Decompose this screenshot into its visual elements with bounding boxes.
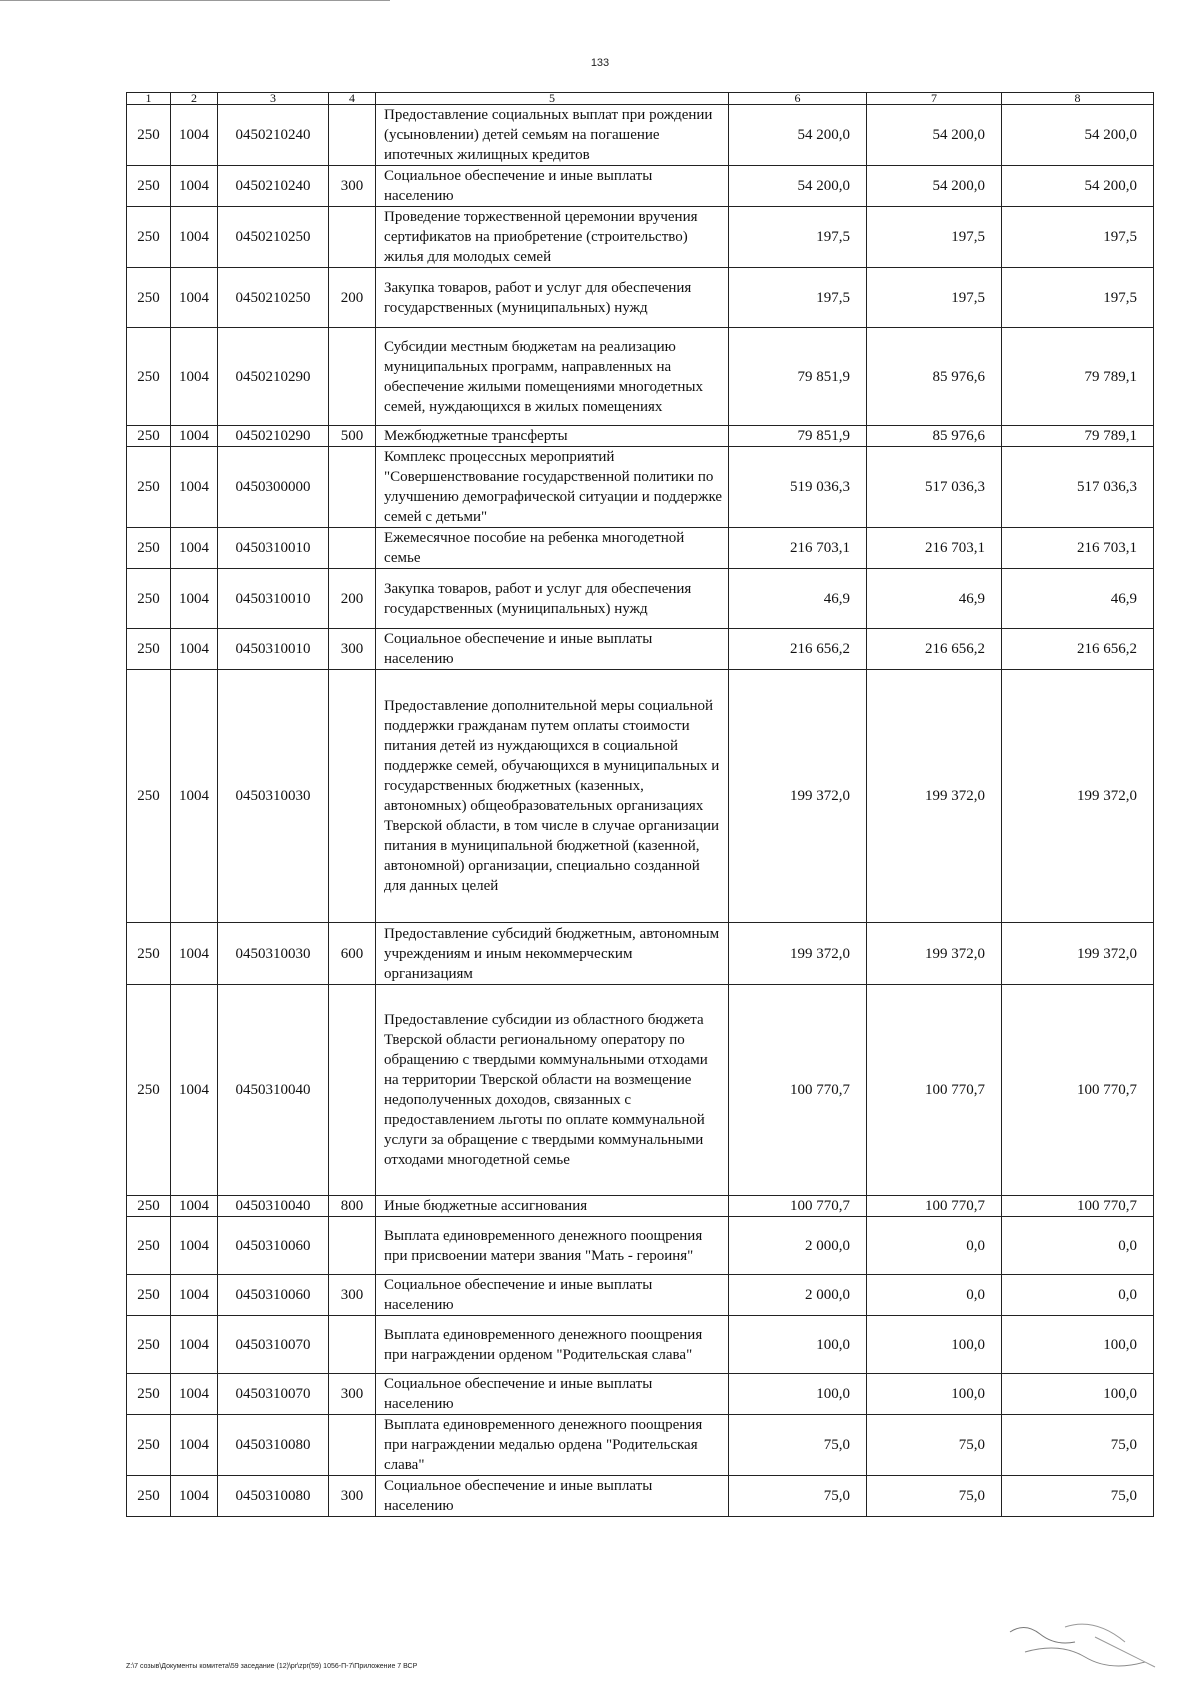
cell-amount-6: 2 000,0: [729, 1217, 867, 1275]
cell-amount-7: 100 770,7: [867, 1196, 1002, 1217]
cell-expense-type: 300: [329, 166, 376, 207]
cell-amount-6: 100,0: [729, 1374, 867, 1415]
table-row: [127, 426, 1154, 447]
cell-section: 1004: [171, 105, 218, 166]
cell-description: Проведение торжественной церемонии вручения сертификатов на приобретение (строительство) жилья для молодых семей: [376, 207, 729, 268]
cell-target-article: 0450310070: [218, 1374, 329, 1415]
cell-amount-7: 517 036,3: [867, 447, 1002, 528]
cell-target-article: 0450300000: [218, 447, 329, 528]
cell-amount-6: 197,5: [729, 268, 867, 328]
cell-description: Предоставление субсидии из областного бюджета Тверской области региональному оператору по обращению с твердыми коммунальными отходами на территории Тверской области на возмещение недополученных доходов, связанных с предоставлением льготы по оплате коммунальной услуги за обращение с твердыми коммунальными отходами многодетной семье: [376, 985, 729, 1196]
cell-col1: 250: [127, 1275, 171, 1316]
cell-col1: 250: [127, 328, 171, 426]
cell-amount-8: 100 770,7: [1002, 985, 1154, 1196]
cell-section: 1004: [171, 670, 218, 923]
cell-amount-6: 79 851,9: [729, 328, 867, 426]
cell-amount-6: 100,0: [729, 1316, 867, 1374]
cell-section: 1004: [171, 1476, 218, 1517]
table-row: [127, 1415, 1154, 1476]
cell-expense-type: [329, 1217, 376, 1275]
table-row: [127, 1476, 1154, 1517]
header-cell: 4: [329, 93, 376, 105]
cell-amount-7: 100,0: [867, 1316, 1002, 1374]
cell-description: Предоставление субсидий бюджетным, автономным учреждениям и иным некоммерческим организациям: [376, 923, 729, 985]
table-row: [127, 328, 1154, 426]
cell-description: Субсидии местным бюджетам на реализацию муниципальных программ, направленных на обеспечение жилыми помещениями многодетных семей, нуждающихся в жилых помещениях: [376, 328, 729, 426]
cell-description: Предоставление дополнительной меры социальной поддержки гражданам путем оплаты стоимости питания детей из нуждающихся в социальной поддержке семей, обучающихся в муниципальных и государственных бюджетных (казенных, автономных) общеобразовательных организациях Тверской области, в том числе в случае организации питания в муниципальной бюджетной (казенной, автономной) организации, специально созданной для данных целей: [376, 670, 729, 923]
cell-amount-8: 199 372,0: [1002, 670, 1154, 923]
cell-amount-6: 216 703,1: [729, 528, 867, 569]
header-cell: 6: [729, 93, 867, 105]
cell-section: 1004: [171, 207, 218, 268]
cell-expense-type: [329, 447, 376, 528]
cell-col1: 250: [127, 1316, 171, 1374]
cell-amount-8: 100 770,7: [1002, 1196, 1154, 1217]
cell-amount-8: 216 703,1: [1002, 528, 1154, 569]
cell-col1: 250: [127, 528, 171, 569]
cell-amount-8: 54 200,0: [1002, 166, 1154, 207]
cell-col1: 250: [127, 1476, 171, 1517]
cell-expense-type: [329, 985, 376, 1196]
cell-description: Социальное обеспечение и иные выплаты населению: [376, 1374, 729, 1415]
cell-expense-type: 300: [329, 629, 376, 670]
cell-amount-7: 54 200,0: [867, 166, 1002, 207]
cell-col1: 250: [127, 569, 171, 629]
scan-edge-line: [0, 0, 390, 1]
cell-target-article: 0450310060: [218, 1217, 329, 1275]
cell-section: 1004: [171, 528, 218, 569]
cell-amount-6: 197,5: [729, 207, 867, 268]
cell-amount-6: 46,9: [729, 569, 867, 629]
cell-amount-8: 46,9: [1002, 569, 1154, 629]
table-row: [127, 1316, 1154, 1374]
cell-expense-type: [329, 528, 376, 569]
cell-amount-8: 199 372,0: [1002, 923, 1154, 985]
cell-amount-8: 79 789,1: [1002, 426, 1154, 447]
cell-description: Выплата единовременного денежного поощрения при награждении орденом "Родительская слава": [376, 1316, 729, 1374]
cell-section: 1004: [171, 268, 218, 328]
table-row: [127, 629, 1154, 670]
table-row: [127, 670, 1154, 923]
cell-description: Выплата единовременного денежного поощрения при награждении медалью ордена "Родительская слава": [376, 1415, 729, 1476]
cell-description: Социальное обеспечение и иные выплаты населению: [376, 1476, 729, 1517]
cell-expense-type: [329, 207, 376, 268]
header-cell: 1: [127, 93, 171, 105]
cell-expense-type: 300: [329, 1476, 376, 1517]
cell-section: 1004: [171, 1217, 218, 1275]
table-row: [127, 923, 1154, 985]
cell-amount-7: 85 976,6: [867, 426, 1002, 447]
cell-amount-8: 0,0: [1002, 1275, 1154, 1316]
table-row: [127, 1374, 1154, 1415]
cell-section: 1004: [171, 447, 218, 528]
cell-col1: 250: [127, 426, 171, 447]
header-cell: 8: [1002, 93, 1154, 105]
cell-col1: 250: [127, 670, 171, 923]
table-row: [127, 105, 1154, 166]
cell-col1: 250: [127, 629, 171, 670]
cell-amount-6: 199 372,0: [729, 670, 867, 923]
cell-description: Закупка товаров, работ и услуг для обеспечения государственных (муниципальных) нужд: [376, 268, 729, 328]
cell-expense-type: [329, 328, 376, 426]
cell-amount-8: 216 656,2: [1002, 629, 1154, 670]
cell-target-article: 0450310010: [218, 629, 329, 670]
cell-amount-7: 0,0: [867, 1217, 1002, 1275]
cell-col1: 250: [127, 985, 171, 1196]
cell-description: Межбюджетные трансферты: [376, 426, 729, 447]
cell-section: 1004: [171, 923, 218, 985]
cell-description: Выплата единовременного денежного поощрения при присвоении матери звания "Мать - героиня": [376, 1217, 729, 1275]
cell-target-article: 0450310080: [218, 1476, 329, 1517]
cell-target-article: 0450310010: [218, 528, 329, 569]
cell-expense-type: 600: [329, 923, 376, 985]
cell-amount-7: 199 372,0: [867, 923, 1002, 985]
table-row: [127, 166, 1154, 207]
cell-amount-7: 54 200,0: [867, 105, 1002, 166]
cell-amount-7: 216 656,2: [867, 629, 1002, 670]
cell-section: 1004: [171, 328, 218, 426]
cell-amount-8: 75,0: [1002, 1415, 1154, 1476]
file-path-footer: Z:\7 созыв\Документы комитета\59 заседание (12)\pr\zpr(59) 1056-П-7\Приложение 7 ВСР: [126, 1663, 418, 1670]
table-row: [127, 1217, 1154, 1275]
cell-amount-7: 216 703,1: [867, 528, 1002, 569]
cell-description: Социальное обеспечение и иные выплаты населению: [376, 629, 729, 670]
cell-expense-type: [329, 1415, 376, 1476]
cell-col1: 250: [127, 923, 171, 985]
cell-target-article: 0450310030: [218, 670, 329, 923]
cell-col1: 250: [127, 207, 171, 268]
cell-amount-7: 46,9: [867, 569, 1002, 629]
cell-section: 1004: [171, 1275, 218, 1316]
cell-expense-type: [329, 105, 376, 166]
cell-description: Предоставление социальных выплат при рождении (усыновлении) детей семьям на погашение ипотечных жилищных кредитов: [376, 105, 729, 166]
cell-amount-7: 197,5: [867, 207, 1002, 268]
cell-amount-7: 100,0: [867, 1374, 1002, 1415]
cell-expense-type: 500: [329, 426, 376, 447]
cell-section: 1004: [171, 985, 218, 1196]
cell-amount-8: 75,0: [1002, 1476, 1154, 1517]
cell-col1: 250: [127, 166, 171, 207]
cell-target-article: 0450210290: [218, 328, 329, 426]
cell-amount-7: 75,0: [867, 1415, 1002, 1476]
cell-amount-6: 54 200,0: [729, 105, 867, 166]
cell-expense-type: [329, 1316, 376, 1374]
cell-expense-type: 300: [329, 1374, 376, 1415]
cell-target-article: 0450310080: [218, 1415, 329, 1476]
cell-col1: 250: [127, 447, 171, 528]
cell-col1: 250: [127, 105, 171, 166]
cell-amount-8: 0,0: [1002, 1217, 1154, 1275]
cell-description: Социальное обеспечение и иные выплаты населению: [376, 1275, 729, 1316]
cell-section: 1004: [171, 1415, 218, 1476]
cell-amount-8: 517 036,3: [1002, 447, 1154, 528]
cell-amount-6: 100 770,7: [729, 985, 867, 1196]
cell-amount-6: 100 770,7: [729, 1196, 867, 1217]
cell-expense-type: 800: [329, 1196, 376, 1217]
signature-mark: [1005, 1612, 1175, 1672]
cell-amount-6: 199 372,0: [729, 923, 867, 985]
cell-amount-8: 197,5: [1002, 268, 1154, 328]
cell-col1: 250: [127, 1196, 171, 1217]
table-row: [127, 569, 1154, 629]
cell-section: 1004: [171, 166, 218, 207]
cell-target-article: 0450210290: [218, 426, 329, 447]
cell-target-article: 0450210250: [218, 207, 329, 268]
cell-expense-type: [329, 670, 376, 923]
cell-amount-7: 75,0: [867, 1476, 1002, 1517]
cell-section: 1004: [171, 1316, 218, 1374]
cell-amount-8: 197,5: [1002, 207, 1154, 268]
cell-amount-8: 79 789,1: [1002, 328, 1154, 426]
cell-expense-type: 200: [329, 268, 376, 328]
cell-amount-7: 100 770,7: [867, 985, 1002, 1196]
table-row: [127, 985, 1154, 1196]
cell-amount-6: 75,0: [729, 1415, 867, 1476]
cell-expense-type: 200: [329, 569, 376, 629]
cell-description: Иные бюджетные ассигнования: [376, 1196, 729, 1217]
cell-amount-8: 100,0: [1002, 1374, 1154, 1415]
cell-amount-6: 2 000,0: [729, 1275, 867, 1316]
cell-target-article: 0450310030: [218, 923, 329, 985]
cell-target-article: 0450210240: [218, 166, 329, 207]
cell-amount-7: 0,0: [867, 1275, 1002, 1316]
cell-col1: 250: [127, 1217, 171, 1275]
cell-section: 1004: [171, 1196, 218, 1217]
cell-amount-6: 54 200,0: [729, 166, 867, 207]
table-row: [127, 207, 1154, 268]
table-row: [127, 447, 1154, 528]
cell-description: Ежемесячное пособие на ребенка многодетной семье: [376, 528, 729, 569]
cell-description: Закупка товаров, работ и услуг для обеспечения государственных (муниципальных) нужд: [376, 569, 729, 629]
cell-target-article: 0450310040: [218, 985, 329, 1196]
cell-amount-6: 519 036,3: [729, 447, 867, 528]
table-row: [127, 268, 1154, 328]
cell-col1: 250: [127, 1415, 171, 1476]
table-header-row: [127, 93, 1154, 105]
cell-expense-type: 300: [329, 1275, 376, 1316]
cell-description: Социальное обеспечение и иные выплаты населению: [376, 166, 729, 207]
header-cell: 2: [171, 93, 218, 105]
table-row: [127, 1196, 1154, 1217]
cell-amount-6: 216 656,2: [729, 629, 867, 670]
cell-amount-6: 79 851,9: [729, 426, 867, 447]
cell-col1: 250: [127, 1374, 171, 1415]
cell-amount-8: 54 200,0: [1002, 105, 1154, 166]
budget-table: [126, 92, 1154, 1517]
cell-target-article: 0450210250: [218, 268, 329, 328]
cell-target-article: 0450310040: [218, 1196, 329, 1217]
table-row: [127, 1275, 1154, 1316]
cell-amount-6: 75,0: [729, 1476, 867, 1517]
header-cell: 3: [218, 93, 329, 105]
page-number: 133: [590, 57, 610, 69]
cell-description: Комплекс процессных мероприятий "Совершенствование государственной политики по улучшению демографической ситуации и поддержке семей с детьми": [376, 447, 729, 528]
cell-target-article: 0450310010: [218, 569, 329, 629]
cell-amount-8: 100,0: [1002, 1316, 1154, 1374]
cell-section: 1004: [171, 426, 218, 447]
cell-section: 1004: [171, 629, 218, 670]
header-cell: 7: [867, 93, 1002, 105]
cell-target-article: 0450210240: [218, 105, 329, 166]
cell-col1: 250: [127, 268, 171, 328]
cell-target-article: 0450310070: [218, 1316, 329, 1374]
cell-amount-7: 199 372,0: [867, 670, 1002, 923]
header-cell: 5: [376, 93, 729, 105]
cell-section: 1004: [171, 1374, 218, 1415]
cell-amount-7: 197,5: [867, 268, 1002, 328]
cell-target-article: 0450310060: [218, 1275, 329, 1316]
cell-section: 1004: [171, 569, 218, 629]
table-row: [127, 528, 1154, 569]
cell-amount-7: 85 976,6: [867, 328, 1002, 426]
